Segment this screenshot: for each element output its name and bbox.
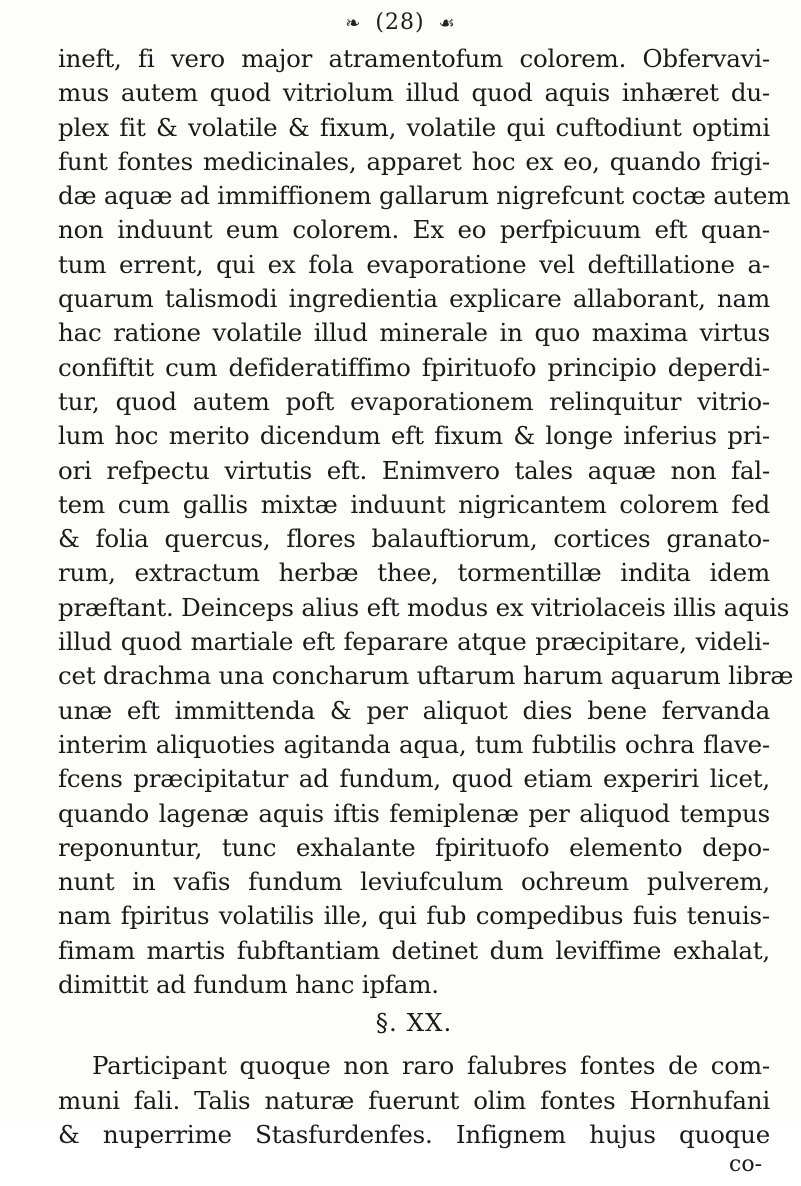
text-line: plex fit & volatile & fixum, volatile qui cuftodiunt optimi: [58, 112, 770, 142]
text-line: tum errent, qui ex fola evaporatione vel deftillatione a-: [58, 249, 770, 279]
text-line: rum, extractum herbæ thee, tormentillæ indita idem: [58, 558, 770, 588]
text-line: & nuperrime Stasfurdenfes. Infignem hujus quoque: [58, 1119, 770, 1149]
text-line: nam fpiritus volatilis ille, qui fub compedibus fuis tenuis-: [58, 901, 770, 931]
text-line: fcens præcipitatur ad fundum, quod etiam experiri licet,: [58, 764, 770, 794]
catchword-row: [58, 1152, 770, 1186]
text-line: hac ratione volatile illud minerale in quo maxima virtus: [58, 318, 770, 348]
text-line: fimam martis fubftantiam detinet dum leviffime exhalat,: [58, 935, 770, 965]
page-header: [0, 10, 801, 37]
text-line: ineft, fi vero major atramentofum colorem. Obfervavi-: [58, 44, 770, 73]
text-line: quarum talismodi ingredientia explicare allaborant, nam: [58, 284, 770, 314]
text-line: non induunt eum colorem. Ex eo perfpicuum eft quan-: [58, 215, 770, 245]
text-line: dimittit ad fundum hanc ipfam.: [58, 970, 439, 1000]
text-line: cet drachma una concharum uftarum harum aquarum libræ: [58, 661, 794, 691]
text-line: lum hoc merito dicendum eft fixum & longe inferius pri-: [58, 421, 770, 451]
section-heading: §. XX.: [375, 1008, 453, 1038]
ornament-right-icon: ☙: [438, 13, 456, 34]
ornament-left-icon: ❧: [345, 13, 362, 34]
paragraph-1: [58, 42, 794, 1002]
text-line: unæ eft immittenda & per aliquot dies bene fervanda: [58, 695, 770, 725]
text-line: & folia quercus, flores balauftiorum, cortices granato-: [58, 524, 770, 554]
catchword: co-: [729, 1152, 762, 1178]
section-heading-row: [58, 1002, 770, 1049]
text-line: præftant. Deinceps alius eft modus ex vitriolaceis illis aquis: [58, 592, 790, 622]
page-number: (28): [375, 10, 425, 35]
text-line: tur, quod autem poft evaporationem relinquitur vitrio-: [58, 386, 770, 416]
text-line: nunt in vafis fundum leviufculum ochreum pulverem,: [58, 867, 770, 897]
text-line: reponuntur, tunc exhalante fpirituofo elemento depo-: [58, 832, 770, 862]
text-line: funt fontes medicinales, apparet hoc ex eo, quando frigi-: [58, 146, 770, 176]
text-line: dæ aquæ ad immiffionem gallarum nigrefcunt coctæ autem: [58, 181, 791, 211]
text-line: quando lagenæ aquis iftis femiplenæ per aliquod tempus: [58, 798, 770, 828]
body-text: [58, 42, 794, 1186]
text-line: confiftit cum defideratiffimo fpirituofo principio deperdi-: [58, 352, 770, 382]
text-line: mus autem quod vitriolum illud quod aquis inhæret du-: [58, 78, 770, 108]
text-line: Participant quoque non raro falubres fontes de com-: [92, 1051, 770, 1081]
text-line: ori refpectu virtutis eft. Enimvero tales aquæ non fal-: [58, 455, 770, 485]
text-line: interim aliquoties agitanda aqua, tum fubtilis ochra flave-: [58, 729, 770, 759]
paragraph-2: [58, 1049, 770, 1152]
text-line: muni fali. Talis naturæ fuerunt olim fontes Hornhufani: [58, 1085, 770, 1115]
text-line: illud quod martiale eft feparare atque præcipitare, videli-: [58, 627, 770, 657]
text-line: tem cum gallis mixtæ induunt nigricantem colorem fed: [58, 489, 770, 519]
